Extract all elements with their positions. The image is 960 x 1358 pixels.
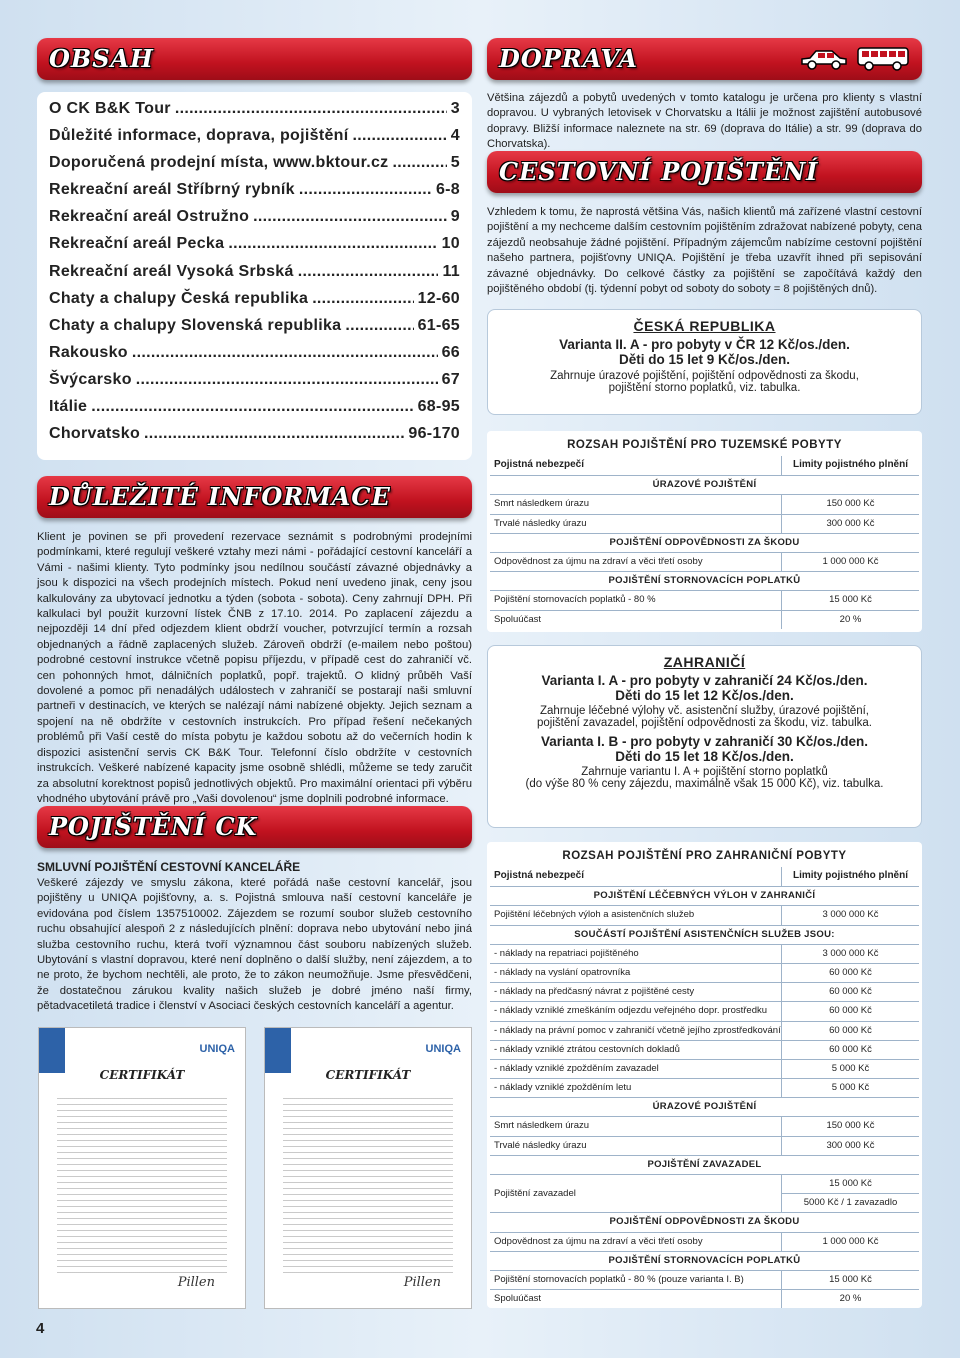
cell: Smrt následkem úrazu: [490, 495, 782, 513]
toc-page: 68-95: [417, 398, 460, 416]
car-icon: [798, 46, 850, 72]
zahr-children-b: Děti do 15 let 18 Kč/os./den.: [615, 749, 794, 764]
table-row: [490, 1289, 919, 1308]
toc-item: [49, 154, 460, 181]
zahr-note-a2: pojištění zavazadel, pojištění odpovědnosti za škodu, viz. tabulka.: [537, 717, 872, 729]
zahr-note-a1: Zahrnuje léčebné výlohy vč. asistenční služby, úrazové pojištění,: [540, 705, 869, 717]
page-number: 4: [36, 1320, 45, 1337]
toc-title: Rekreační areál Vysoká Srbská: [49, 262, 294, 280]
table-of-contents: [37, 92, 472, 460]
cell: Odpovědnost za újmu na zdraví a věci třetí osoby: [490, 553, 782, 571]
toc-item: [49, 263, 460, 290]
certificate-1: [38, 1027, 246, 1309]
zahr-variant-b: Varianta I. B - pro pobyty v zahraničí 30 Kč/os./den.: [540, 734, 869, 749]
toc-leader: [132, 344, 438, 362]
doprava-text: Většina zájezdů a pobytů uvedených v tomto katalogu je určena pro klienty s vlastní dopravou. U vybraných letovisek v Chorvatsku a Itálii je možnost zajištění autobusové dopravy. Bližší informace naleznete na str. 69 (doprava do Itálie) a str. 99 (doprava do Chorvatska).: [487, 92, 922, 151]
cell: - náklady vzniklé zpožděním zavazadel: [490, 1060, 782, 1078]
table-header: [490, 456, 919, 475]
table-row: [490, 1021, 919, 1040]
doprava-title: DOPRAVA: [499, 44, 638, 73]
table-row: [490, 982, 919, 1001]
cell: Trvalé následky úrazu: [490, 515, 782, 533]
doprava-banner: [487, 38, 922, 80]
cr-note-2: pojištění storno poplatků, viz. tabulka.: [608, 382, 801, 394]
cestovni-banner: [487, 151, 922, 193]
toc-page: 66: [441, 343, 460, 361]
table-section: POJIŠTĚNÍ ODPOVĚDNOSTI ZA ŠKODU: [490, 533, 919, 552]
cell: Spoluúčast: [490, 1290, 782, 1308]
zahr-variant-a: Varianta I. A - pro pobyty v zahraničí 24 Kč/os./den.: [541, 673, 868, 688]
cell: 60 000 Kč: [829, 1005, 872, 1017]
toc-item: [49, 181, 460, 208]
zahr-table: [487, 842, 922, 1308]
cr-table: [487, 431, 922, 632]
dulezite-title: DŮLEŽITÉ INFORMACE: [49, 482, 391, 511]
table-row: [490, 1270, 919, 1289]
zahr-heading: ZAHRANIČÍ: [663, 654, 746, 670]
uniqa-logo: UNIQA: [199, 1043, 235, 1055]
cell: 15 000 Kč: [829, 594, 872, 606]
table-header: [490, 867, 919, 886]
toc-title: Důležité informace, doprava, pojištění: [49, 127, 349, 145]
cert-signature: Pillen: [403, 1275, 441, 1290]
toc-leader: [91, 398, 413, 416]
toc-item: [49, 235, 460, 262]
cr-heading: ČESKÁ REPUBLIKA: [633, 318, 776, 334]
toc-title: Rekreační areál Ostružno: [49, 208, 250, 226]
cell: 3 000 000 Kč: [822, 909, 879, 921]
toc-leader: [228, 235, 437, 253]
cell: 20 %: [839, 1293, 862, 1305]
toc-leader: [175, 100, 447, 118]
cell: 3 000 000 Kč: [822, 947, 879, 959]
toc-title: Doporučená prodejní místa, www.bktour.cz: [49, 154, 389, 172]
cell: 1 000 000 Kč: [822, 1235, 879, 1247]
toc-title: Chaty a chalupy Česká republika: [49, 289, 309, 307]
toc-title: Chorvatsko: [49, 425, 141, 443]
table-section: POJIŠTĚNÍ LÉČEBNÝCH VÝLOH V ZAHRANIČÍ: [490, 886, 919, 905]
toc-leader: [352, 127, 446, 145]
cert-bar: [265, 1028, 291, 1073]
table-row: [490, 1174, 919, 1212]
toc-item: [49, 317, 460, 344]
table-row: [490, 963, 919, 982]
toc-page: 6-8: [435, 181, 460, 199]
cell: 150 000 Kč: [826, 1120, 875, 1132]
cr-variant: Varianta II. A - pro pobyty v ČR 12 Kč/os./den.: [559, 337, 850, 352]
toc-page: 4: [450, 127, 460, 145]
table-row: [490, 1136, 919, 1155]
toc-leader: [312, 290, 413, 308]
cell: 1 000 000 Kč: [822, 555, 879, 567]
cert-bar: [39, 1028, 65, 1073]
table-section: POJIŠTĚNÍ STORNOVACÍCH POPLATKŮ: [490, 571, 919, 590]
table-section: POJIŠTĚNÍ ZAVAZADEL: [490, 1155, 919, 1174]
zahr-box: [487, 645, 922, 828]
toc-leader: [136, 371, 438, 389]
col-header: Limity pojistného plnění: [793, 870, 908, 881]
cell: 5000 Kč / 1 zavazadlo: [803, 1197, 898, 1208]
table-row: [490, 610, 919, 629]
table-section: POJIŠTĚNÍ ODPOVĚDNOSTI ZA ŠKODU: [490, 1212, 919, 1231]
toc-page: 9: [450, 208, 460, 226]
table-row: [490, 1001, 919, 1020]
pojisteni-ck-title: POJIŠTĚNÍ CK: [49, 812, 258, 841]
toc-page: 3: [450, 100, 460, 117]
table-row: [490, 1059, 919, 1078]
cestovni-title: CESTOVNÍ POJIŠTĚNÍ: [499, 157, 819, 186]
zahr-note-b2: (do výše 80 % ceny zájezdu, maximálně však 15 000 Kč), viz. tabulka.: [525, 778, 884, 790]
table-row: [490, 494, 919, 513]
cert-title: CERTIFIKÁT: [99, 1068, 185, 1082]
dulezite-banner: [37, 476, 472, 518]
table-section: SOUČÁSTÍ POJIŠTĚNÍ ASISTENČNÍCH SLUŽEB JSOU:: [490, 925, 919, 944]
col-header: Limity pojistného plnění: [793, 459, 908, 470]
toc-title: Rakousko: [49, 343, 128, 361]
toc-item: [49, 344, 460, 371]
table-row: [490, 1116, 919, 1135]
cell: - náklady na vyslání opatrovníka: [490, 964, 782, 982]
toc-item: [49, 290, 460, 317]
cell: Smrt následkem úrazu: [490, 1117, 782, 1135]
toc-page: 61-65: [417, 316, 460, 334]
toc-leader: [253, 208, 447, 226]
toc-leader: [299, 181, 432, 199]
cell: - náklady na právní pomoc v zahraničí včetně jejího zprostředkování: [490, 1022, 782, 1040]
bus-icon: [856, 45, 910, 73]
toc-item: [49, 208, 460, 235]
table-row: [490, 905, 919, 924]
table-row: [490, 1040, 919, 1059]
cr-box: [487, 309, 922, 415]
obsah-banner: [37, 38, 472, 80]
cr-table-title: ROZSAH POJIŠTĚNÍ PRO TUZEMSKÉ POBYTY: [567, 439, 842, 451]
zahr-note-b1: Zahrnuje variantu I. A + pojištění storno poplatků: [581, 766, 828, 778]
col-header: Pojistná nebezpečí: [490, 456, 782, 475]
cell: - náklady vzniklé ztrátou cestovních dokladů: [490, 1041, 782, 1059]
toc-page: 11: [442, 262, 460, 280]
certificate-2: [264, 1027, 472, 1309]
cell: Spoluúčast: [490, 611, 782, 629]
cell: 5 000 Kč: [831, 1082, 870, 1094]
toc-title: Švýcarsko: [49, 370, 132, 388]
toc-title: Rekreační areál Stříbrný rybník: [49, 181, 295, 199]
zahr-children-a: Děti do 15 let 12 Kč/os./den.: [615, 688, 794, 703]
toc-leader: [298, 263, 439, 281]
pojisteni-ck-banner: [37, 806, 472, 848]
obsah-title: OBSAH: [49, 44, 154, 73]
cell: 300 000 Kč: [826, 517, 875, 529]
table-section: ÚRAZOVÉ POJIŠTĚNÍ: [490, 475, 919, 494]
table-row: [490, 514, 919, 533]
cell: Pojištění stornovacích poplatků - 80 % (pouze varianta I. B): [490, 1271, 782, 1289]
toc-page: 10: [441, 235, 460, 253]
cell: 15 000 Kč: [782, 1175, 919, 1194]
cr-note-1: Zahrnuje úrazové pojištění, pojištění odpovědnosti za škodu,: [550, 370, 859, 382]
toc-page: 67: [441, 370, 460, 388]
table-row: [490, 1078, 919, 1097]
table-row: [490, 944, 919, 963]
cert-title: CERTIFIKÁT: [325, 1068, 411, 1082]
toc-leader: [144, 425, 404, 443]
cell: 60 000 Kč: [829, 986, 872, 998]
cell: Pojištění zavazadel: [490, 1175, 782, 1212]
cell: - náklady na repatriaci pojištěného: [490, 945, 782, 963]
cestovni-text: Vzhledem k tomu, že naprostá většina Vás, našich klientů má zařízené vlastní cestovní pojištění a my nechceme dalším cestovním pojištěním zdražovat nabízené pobyty, cena zájezdů neobsahuje žádné pojištění. Případným zájemcům nabízíme cestovní pojištění našeho partnera, pojišťovny UNIQA. Pojištění je třeba uzavřít ihned při sepisování závazné objednávky. Do celkové částky za pojištění se započítává každý den pojištěného období (tj. týdenní pobyt od soboty do soboty = 8 pojištěných dnů).: [487, 206, 922, 296]
cell: Trvalé následky úrazu: [490, 1137, 782, 1155]
table-section: POJIŠTĚNÍ STORNOVACÍCH POPLATKŮ: [490, 1251, 919, 1270]
cell: - náklady na předčasný návrat z pojištěné cesty: [490, 983, 782, 1001]
cr-children: Děti do 15 let 9 Kč/os./den.: [618, 352, 791, 367]
pojisteni-ck-text: Veškeré zájezdy ve smyslu zákona, které pořádá naše cestovní kancelář, jsou pojištěny u UNIQA pojišťovny, a. s. Pojistná smlouva naší cestovní kanceláře je evidována pod číslem 1357510002. Zájezdem se rozumí soubor služeb cestovního ruchu obsahující alespoň 2 z následujících plnění: doprava nebo ubytování nebo jiná služba cestovního ruchu, která tvoří významnou část souboru nabízených služeb. Ubytování s vlastní dopravou, které není doplněno o další služby, není zájezdem, a to ne proto, že bychom nechtěli, ale proto, že to zákon neumožňuje. Jsme přesvědčeni, že dostatečnou zárukou kvality našich služeb je dobré jméno naší firmy, pětadvacetiletá tradice i členství v Asociaci českých cestovních kanceláří a agentur.: [37, 877, 472, 1013]
toc-title: Itálie: [49, 398, 88, 416]
cell: 20 %: [839, 613, 862, 625]
toc-title: O CK B&K Tour: [49, 100, 171, 117]
cell: Pojištění léčebných výloh a asistenčních služeb: [490, 906, 782, 924]
toc-title: Rekreační areál Pecka: [49, 235, 225, 253]
cell: 60 000 Kč: [829, 1043, 872, 1055]
toc-item: [49, 398, 460, 425]
toc-page: 12-60: [417, 289, 460, 307]
toc-page: 96-170: [408, 425, 460, 443]
toc-leader: [345, 317, 413, 335]
toc-title: Chaty a chalupy Slovenská republika: [49, 316, 342, 334]
cert-signature: Pillen: [177, 1275, 215, 1290]
zahr-table-title: ROZSAH POJIŠTĚNÍ PRO ZAHRANIČNÍ POBYTY: [562, 850, 847, 862]
toc-item: [49, 425, 460, 452]
table-section: ÚRAZOVÉ POJIŠTĚNÍ: [490, 1097, 919, 1116]
cell: 150 000 Kč: [826, 498, 875, 510]
cell: 15 000 Kč: [829, 1273, 872, 1285]
cell: Pojištění stornovacích poplatků - 80 %: [490, 591, 782, 609]
toc-item: [49, 127, 460, 154]
col-header: Pojistná nebezpečí: [490, 867, 782, 886]
cert-text-lines: [283, 1098, 453, 1273]
table-row: [490, 552, 919, 571]
table-row: [490, 1232, 919, 1251]
table-row: [490, 590, 919, 609]
cell: 5 000 Kč: [831, 1062, 870, 1074]
cell: - náklady vzniklé zmeškáním odjezdu veřejného dopr. prostředku: [490, 1002, 782, 1020]
cell: 300 000 Kč: [826, 1139, 875, 1151]
toc-item: [49, 371, 460, 398]
cell: 60 000 Kč: [829, 966, 872, 978]
pojisteni-ck-heading: SMLUVNÍ POJIŠTĚNÍ CESTOVNÍ KANCELÁŘE: [37, 860, 301, 874]
cert-text-lines: [57, 1098, 227, 1273]
toc-page: 5: [450, 154, 460, 172]
cell: 60 000 Kč: [829, 1024, 872, 1036]
toc-leader: [392, 154, 446, 172]
uniqa-logo: UNIQA: [425, 1043, 461, 1055]
dulezite-text: Klient je povinen se při provedení rezervace seznámit s podrobnými prodejními podmínkami, které regulují veškeré vztahy mezi námi - pořádající cestovní kanceláří a Vámi - našimi klienty. Tyto podmínky jsou nedílnou součástí závazné objednávky a jsou k dispozici na všech prodejních místech. Pokud není uvedeno jinak, ceny jsou kalkulovány za ubytovací jednotku a týden (sobota - sobota). Ceny zahrnují DPH. Při kalkulaci byl použit kurzovní lístek ČNB z 17.10. 2014. Po zaplacení zájezdu a nejpozději 14 dní před odjezdem klient obdrží voucher, potvrzující termín a rozsah objednaných a řádně zaplacených služeb. Zároveň obdrží (e-mailem nebo poštou) podrobné cestovní instrukce včetně popisu příjezdu, v případě cest do zahraničí vč. cen pohonných hmot, dálničních poplatků, popř. trajektů. O klidný průběh Vaší dovolené a pomoc při nenadálých událostech v zahraničí se postarají naši smluvní partneři v destinacích, ve kterých se nalézají námi nabízené objekty. Jejich seznam a spojení na ně obdržíte v cestovních instrukcích. Pro případ řešení nečekaných problémů při Vaší cestě do místa pobytu je každou sobotu až do večerních hodin k dispozici asistenční servis CK B&K Tour. Telefonní číslo obdržíte v cestovních instrukcích. Veškeré nabízené kapacity jsme osobně shlédli, můžeme se tedy zaručit za absolutní korektnost popisů jednotlivých objektů. Pro maximální orientaci při výběru vhodného ubytování právě pro „Vaši dovolenou“ jsme doplnili podrobné informace.: [37, 531, 472, 805]
cell: - náklady vzniklé zpožděním letu: [490, 1079, 782, 1097]
toc-item: [49, 100, 460, 127]
cell: Odpovědnost za újmu na zdraví a věci třetí osoby: [490, 1233, 782, 1251]
